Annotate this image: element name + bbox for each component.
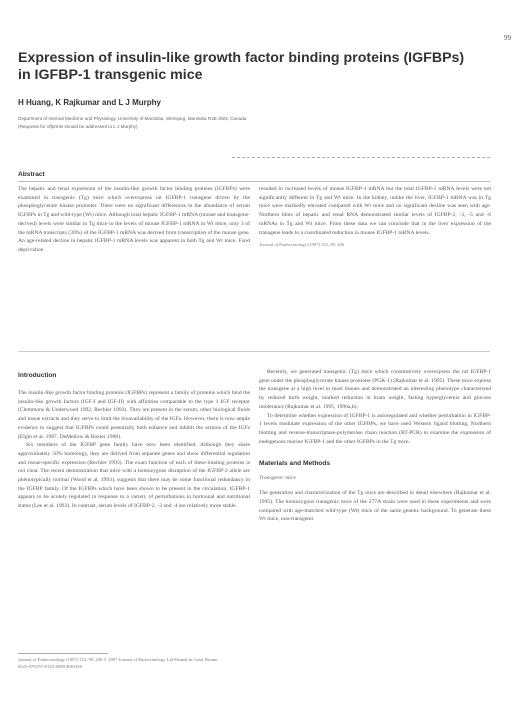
footer-journal: Journal of Endocrinology (1997) 152, 99–106 © 1997 Journal of Endocrinology Ltd Printed in Great Britain bbox=[18, 657, 218, 662]
abstract-heading: Abstract bbox=[18, 171, 45, 178]
abstract-text-left: The hepatic and renal expression of the insulin-like growth factor binding proteins (IGFBPs) were examined in transgenic (Tg) mice which overexpress rat IGFBP-1 transgene driven by the phosphoglycerate kinase promoter. There were no significant differences in the abundance of serum IGFBPs in Tg and wild-type (Wt) mice. Although total hepatic IGFBP-1 mRNA (mouse and transgene-derived) levels were similar in Tg mice to the levels of mouse IGFBP-1 mRNA in Wt mice, only 3 of the mRNA transcripts (30%) of the IGFBP-1 mRNA was derived from transcription of the mouse gene. An age-related decline in hepatic IGFBP-1 mRNA levels was apparent in both Tg and Wt mice. Food deprivation bbox=[18, 186, 250, 253]
introduction-right-column bbox=[259, 368, 491, 524]
abstract-rule bbox=[18, 181, 490, 182]
introduction-heading: Introduction bbox=[18, 372, 57, 379]
abstract-right-column bbox=[259, 185, 491, 248]
affiliation-address: Department of Internal Medicine and Physiology, University of Manitoba, Winnipeg, Manitoba R3E 3W3, Canada bbox=[18, 116, 247, 121]
title-line-1: Expression of insulin-like growth factor binding proteins (IGFBPs) bbox=[18, 50, 465, 66]
introduction-paragraph-1: The insulin-like growth factor binding proteins (IGFBPs) represent a family of proteins which bind the insulin-like growth factors (IGF-I and IGF-II) with affinities comparable to the type 1 IGF receptor (Clemmons & Underwood 1992, Rechler 1993). They are present in the serum, other biological fluids and tissue extracts and they serve to limit the bioavailability of the IGFs. However, there is now ample evidence to suggest that IGFBPs could potentially both enhance and inhibit the actions of the IGFs (Elgin et al. 1987, DeMellow & Baxter 1988). bbox=[18, 390, 250, 440]
footer-rule bbox=[18, 653, 108, 654]
introduction-left-column bbox=[18, 372, 250, 511]
abstract-citation: Journal of Endocrinology (1997) 152, 99–106 bbox=[259, 242, 344, 248]
footer bbox=[18, 656, 490, 670]
title-line-2: in IGFBP-1 transgenic mice bbox=[18, 67, 203, 83]
article-title bbox=[18, 50, 488, 84]
methods-paragraph: The generation and characterization of the Tg mice are described in detail elsewhere (Rajkumar et al. 1995). The homozygous transgenic mice of the 277A strain were used in these experiments and were compared with age-matched wild-type (Wt) mice of the same genetic background. To generate these Wt mice, non-transgenic bbox=[259, 490, 491, 523]
affiliation-offprints: (Requests for offprints should be addressed to L J Murphy) bbox=[18, 123, 138, 129]
methods-subheading: Transgenic mice bbox=[259, 475, 296, 482]
footer-issn: 0022-0795/97/0152-0099 $08.00/0 bbox=[18, 664, 83, 669]
dotted-divider bbox=[232, 157, 490, 158]
introduction-paragraph-3: Recently, we generated transgenic (Tg) mice which constitutively overexpress the rat IGFBP-1 gene under the phosphoglycerate kinase promoter (PGK-1) (Rajkumar et al. 1995). These mice express the transgene at a high level in most tissues and demonstrated an interesting phenotype characterized by reduced birth weight, marked reduction in brain weight, fasting hyperglycemia and glucose intolerance (Rajkumar et al. 1995, 1996a,b). bbox=[259, 369, 491, 410]
authors: H Huang, K Rajkumar and L J Murphy bbox=[18, 98, 161, 107]
introduction-paragraph-2: Six members of the IGFBP gene family have now been identified. Although they share approximately 50% homology, they are derived from separate genes and show differential regulation and tissue-specific expression (Rechler 1993). The exact function of each of these binding proteins is not clear. The recent demonstration that mice with a homozygous disruption of the IGFBP-2 allele are phenotypically normal (Wood et al. 1993), suggests that there may be some functional redundancy in the IGFBP family. Of the IGFBPs which have been shown to be present in the circulation, IGFBP-1 appears to be acutely regulated in response to a variety of perturbations in hormonal and nutritional status (Lee et al. 1993). In contrast, serum levels of IGFBP-2, -3 and -4 are relatively more stable. bbox=[18, 442, 250, 510]
section-separator bbox=[18, 351, 490, 352]
abstract-text-right: resulted in increased levels of mouse IGFBP-1 mRNA but the total IGFBP-1 mRNA levels were not significantly different in Tg and Wt mice. In the kidney, unlike the liver, IGFBP-1 mRNA was in Tg mice were markedly elevated compared with Wt mice and no significant decline was seen with age. Northern blots of hepatic and renal RNA demonstrated similar levels of IGFBP-2, -3, -5 and -6 mRNAs in Tg and Wt mice. From these data we can conclude that in the liver expression of the transgene leads to a coordinated reduction in mouse IGFBP-1 mRNA levels. bbox=[259, 186, 491, 236]
methods-heading: Materials and Methods bbox=[259, 460, 331, 468]
affiliation bbox=[18, 115, 488, 130]
introduction-paragraph-4: To determine whether expression of IGFBP-1 is autoregulated and whether perturbation in IGFBP-1 levels modulate expression of the other IGFBPs, we have used Western ligand blotting, Northern blotting and reverse-transcriptase-polymerase chain reaction (RT-PCR) to examine the expression of endogenous murine IGFBP-1 and the other IGFBPs in the Tg mice. bbox=[259, 412, 491, 445]
page-number: 99 bbox=[504, 34, 511, 42]
